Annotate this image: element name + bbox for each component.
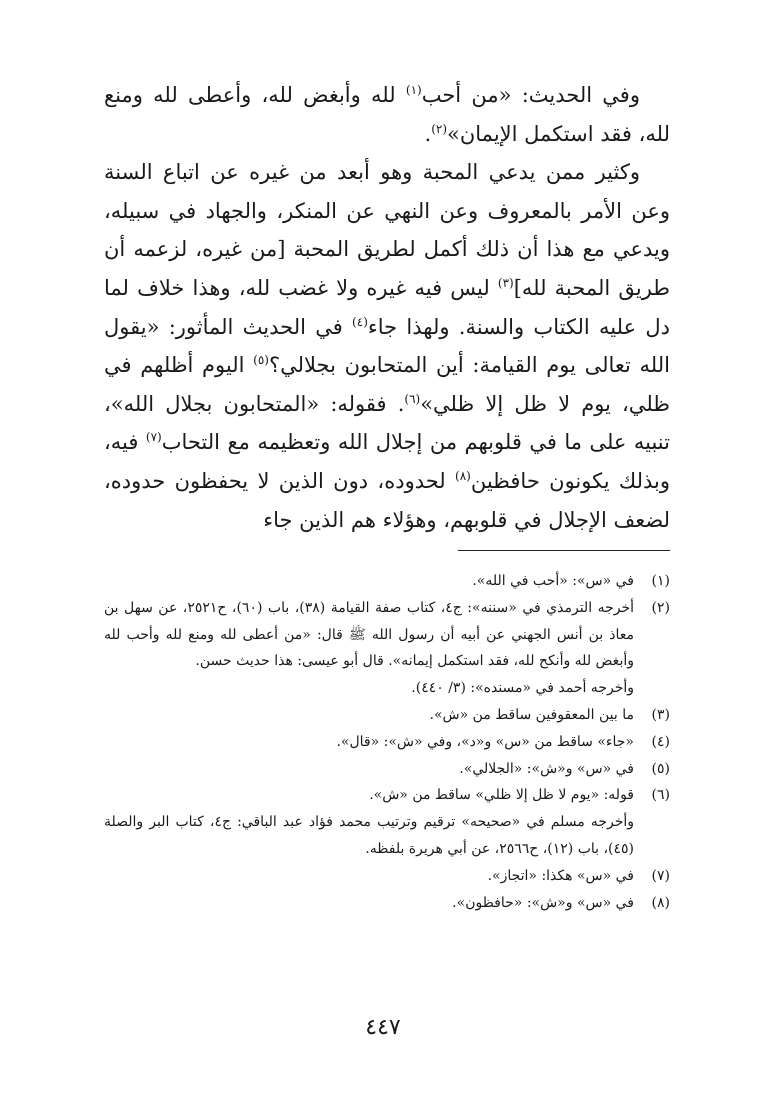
footnote-ref-7: (٧) [145, 430, 162, 445]
page-number: ٤٤٧ [365, 1015, 401, 1040]
text-run: ليس فيه غيره ولا غضب لله، وهذا خلاف لما دل عليه الكتاب والسنة. ولهذا جاء [104, 275, 671, 339]
footnote-text: وأخرجه مسلم في «صحيحه» ترقيم وترتيب محمد فؤاد عبد الباقي: ج٤، كتاب البر والصلة (٤٥)، باب (١٢)، ح٢٥٦٦، عن أبي هريرة بلفظه. [104, 814, 634, 857]
paragraph-2 [104, 153, 670, 539]
footnote-number: (٧) [651, 867, 670, 884]
footnote-number: (٣) [651, 706, 670, 723]
footnote-text: في «س» و«ش»: «الجلالي». [459, 760, 634, 777]
paragraph-1 [104, 76, 670, 153]
footnote-3 [104, 702, 670, 729]
text-run: اليوم أظلهم في ظلي، يوم لا ظل إلا ظلي» [104, 353, 670, 416]
footnote-ref-8: (٨) [455, 468, 471, 483]
footnote-1 [104, 568, 670, 595]
footnote-2 [104, 595, 670, 675]
footnote-ref-5: (٥) [253, 353, 269, 368]
footnote-ref-3: (٣) [497, 275, 514, 290]
footnote-ref-1: (١) [405, 83, 422, 97]
footnote-2-continued [104, 675, 670, 702]
footnote-ref-2: (٢) [431, 121, 448, 136]
footnote-number: (١) [651, 573, 670, 589]
footnote-8 [104, 890, 670, 917]
footnote-7 [104, 863, 670, 890]
footnote-text: أخرجه الترمذي في «سننه»: ج٤، كتاب صفة القيامة (٣٨)، باب (٦٠)، ح٢٥٢١، عن سهل بن معاذ بن أنس الجهني عن أبيه أن رسول الله ﷺ قال: «من أعطى لله ومنع لله وأحب لله وأبغض لله وأنكح لله، فقد استكمل إيمانه». قال أبو عيسى: هذا حديث حسن. [104, 599, 634, 670]
footnote-text: وأخرجه أحمد في «مسنده»: (٣/ ٤٤٠). [411, 680, 634, 697]
footnote-text: قوله: «يوم لا ظل إلا ظلي» ساقط من «ش». [369, 787, 634, 804]
footnote-ref-4: (٤) [352, 314, 368, 329]
footnotes [104, 568, 670, 916]
footnote-text: في «س» و«ش»: «حافظون». [452, 894, 634, 911]
footnote-ref-6: (٦) [404, 391, 421, 406]
footnote-number: (٤) [651, 733, 670, 750]
text-run: . [424, 121, 432, 146]
footnote-6-continued [104, 809, 670, 863]
footnote-4 [104, 729, 670, 756]
text-run: وكثير ممن يدعي المحبة وهو أبعد من غيره عن اتباع السنة وعن الأمر بالمعروف وعن النهي عن المنكر، والجهاد في سبيله، ويدعي مع هذا أن ذلك أكمل لطريق المحبة [من غيره، لزعمه أن طريق المحبة لله] [104, 160, 670, 300]
footnote-5 [104, 756, 670, 783]
footnote-text: في «س» هكذا: «اتجاز». [487, 867, 634, 884]
text-run: فيه، وبذلك يكونون حافظين [104, 430, 670, 493]
text-run: لحدوده، دون الذين لا يحفظون حدوده، لضعف الإجلال في قلوبهم، وهؤلاء هم الذين جاء [104, 468, 670, 532]
main-text [104, 76, 670, 539]
text-run: وفي الحديث: «من أحب [421, 83, 640, 107]
footnote-number: (٢) [651, 599, 670, 616]
text-run: . فقوله: «المتحابون بجلال الله»، تنبيه على ما في قلوبهم من إجلال الله وتعظيمه مع التحاب [104, 391, 670, 455]
footnote-number: (٥) [651, 760, 670, 777]
footnote-text: في «س»: «أحب في الله». [472, 573, 634, 589]
footnote-separator [458, 550, 670, 551]
text-run: في الحديث المأثور: «يقول الله تعالى يوم القيامة: أين المتحابون بجلالي؟ [104, 314, 670, 378]
footnote-text: ما بين المعقوفين ساقط من «ش». [429, 706, 634, 723]
text-run: لله وأبغض لله، وأعطى لله ومنع لله، فقد استكمل الإيمان» [104, 83, 670, 146]
footnote-number: (٨) [651, 894, 670, 911]
footnote-number: (٦) [651, 787, 670, 804]
footnote-6 [104, 782, 670, 809]
footnote-text: «جاء» ساقط من «س» و«د»، وفي «ش»: «قال». [336, 733, 634, 750]
